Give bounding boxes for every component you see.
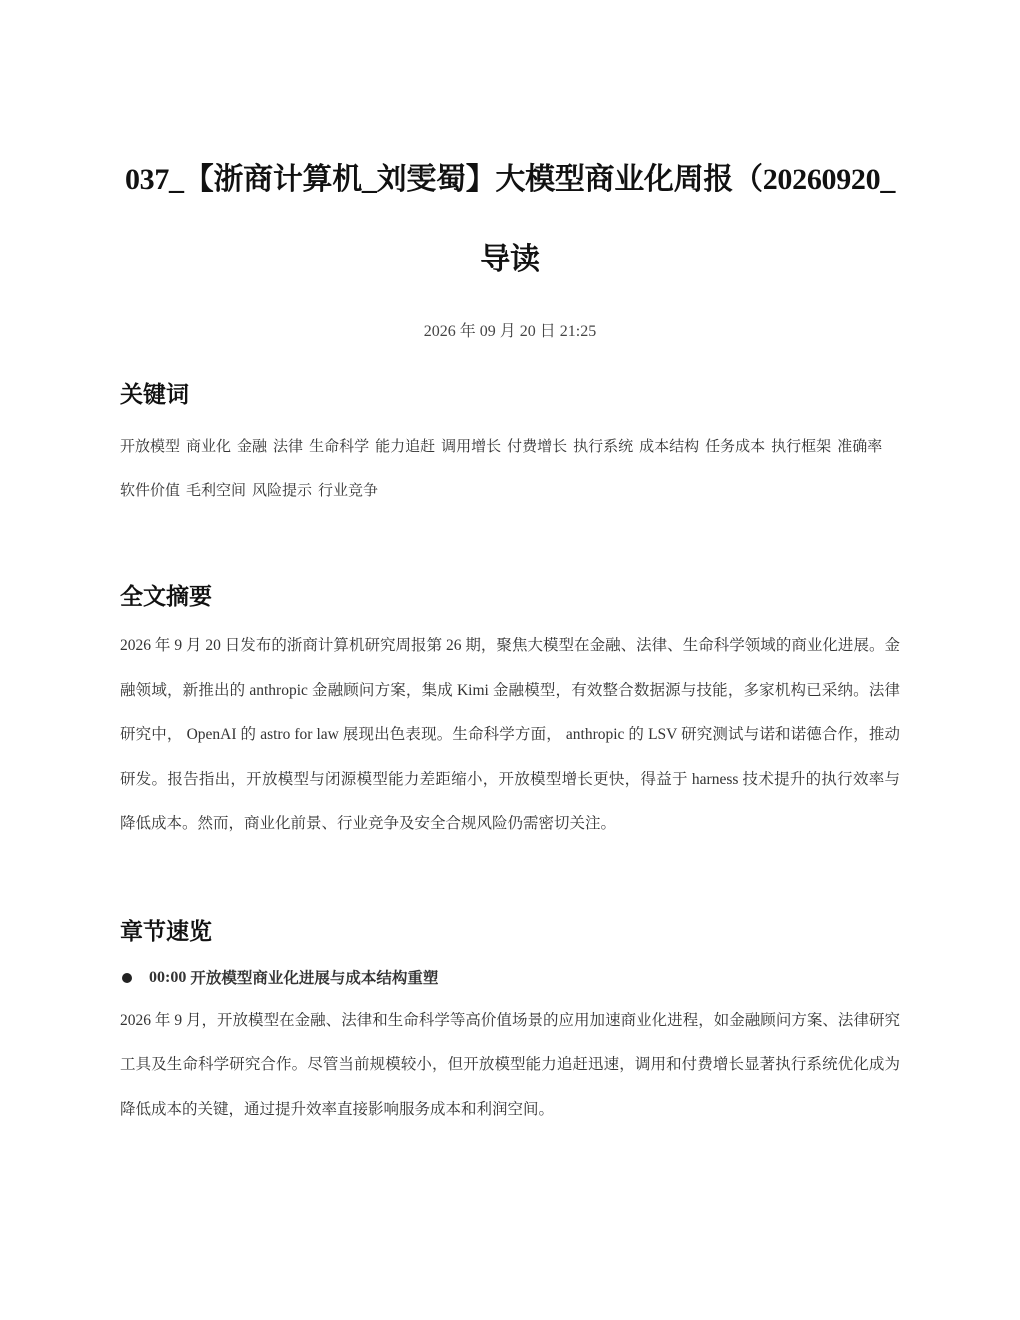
chapter-body: 2026 年 9 月，开放模型在金融、法律和生命科学等高价值场景的应用加速商业化进程，如金融顾问方案、法律研究工具及生命科学研究合作。尽管当前规模较小，但开放模型能力追赶迅速，调用和付费增长显著执行系统优化成为降低成本的关键，通过提升效率直接影响服务成本和利润空间。 [120, 1011, 900, 1118]
chapter-timestamp: 00:00 [149, 968, 187, 986]
keyword-item: 付费增长 [507, 437, 568, 455]
keyword-item: 行业竞争 [318, 481, 379, 499]
keyword-item: 调用增长 [441, 437, 502, 455]
keyword-item: 成本结构 [639, 437, 700, 455]
summary-heading: 全文摘要 [120, 584, 212, 610]
keyword-item: 金融 [237, 437, 268, 455]
chapters-heading: 章节速览 [120, 918, 212, 945]
keyword-item: 商业化 [186, 437, 232, 455]
chapter-section [120, 965, 900, 1133]
keyword-item: 生命科学 [309, 437, 370, 455]
keywords-heading: 关键词 [120, 382, 189, 408]
document-page [120, 0, 900, 1148]
keyword-item: 能力追赶 [375, 437, 436, 455]
summary-text: 2026 年 9 月 20 日发布的浙商计算机研究周报第 26 期，聚焦大模型在金融、法律、生命科学领域的商业化进展。金融领域，新推出的 anthropic 金融顾问方案，集成 Kimi 金融模型，有效整合数据源与技能，多家机构已采纳。法律研究中， OpenAI 的 astro for law 展现出色表现。生命科学方面， anthropic 的 LSV 研究测试与诺和诺德合作，推动研发。报告指出，开放模型与闭源模型能力差距缩小，开放模型增长更快，得益于 harness 技术提升的执行效率与降低成本。然而，商业化前景、行业竞争及安全合规风险仍需密切关注。 [120, 637, 900, 832]
publish-date: 2026 年 09 月 20 日 21:25 [423, 323, 597, 340]
keyword-item: 任务成本 [705, 437, 766, 455]
chapter-title: 开放模型商业化进展与成本结构重塑 [190, 968, 439, 987]
keyword-item: 执行框架 [771, 437, 832, 455]
document-title: 037_【浙商计算机_刘雯蜀】大模型商业化周报（20260920_ 导读 [124, 163, 896, 276]
keyword-item: 开放模型 [120, 437, 181, 455]
chapter-item [120, 965, 900, 991]
keyword-item: 执行系统 [573, 437, 634, 455]
keyword-item: 法律 [273, 437, 304, 455]
keyword-item: 软件价值 [120, 481, 181, 499]
keyword-item: 风险提示 [252, 481, 313, 499]
keyword-item: 准确率 [837, 437, 883, 455]
keyword-list [120, 424, 900, 512]
bullet-icon [122, 973, 132, 983]
keyword-item: 毛利空间 [186, 481, 247, 499]
